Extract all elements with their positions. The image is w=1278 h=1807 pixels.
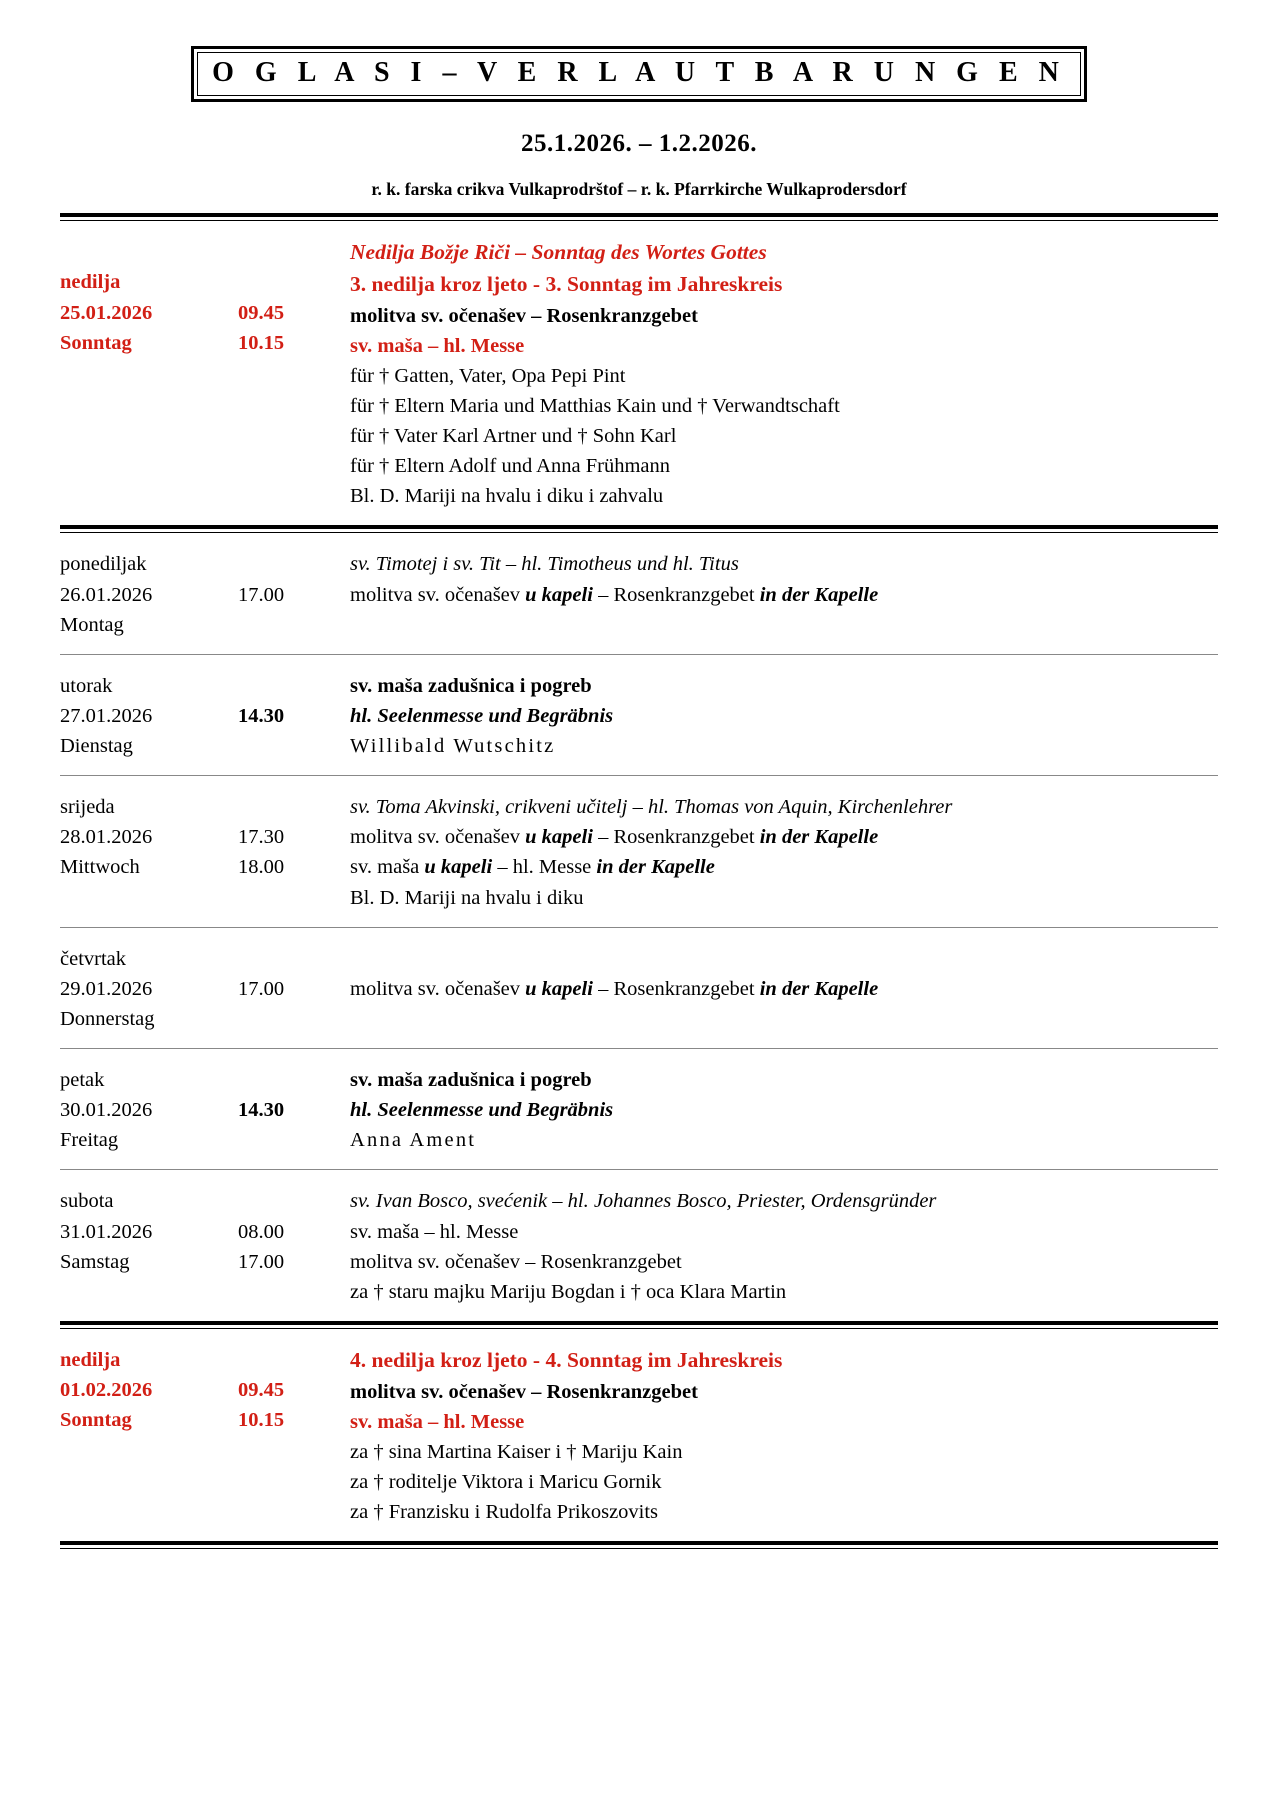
- day-name-de: Dienstag: [60, 735, 133, 758]
- event-mass: sv. maša – hl. Messe: [350, 334, 525, 357]
- location-de: in der Kapelle: [596, 856, 715, 879]
- day-content: [350, 792, 1218, 913]
- day-block-sunday-25: [60, 221, 1218, 525]
- day-content: [350, 944, 1218, 1034]
- day-date: 28.01.2026: [60, 826, 153, 849]
- day-name-hr: nedilja: [60, 271, 121, 294]
- event-text: molitva sv. očenašev: [350, 826, 526, 849]
- day-times: [238, 237, 350, 357]
- day-times: [238, 1065, 350, 1125]
- day-name-hr: utorak: [60, 674, 113, 697]
- title-banner: [60, 46, 1218, 102]
- day-block-tuesday: [60, 655, 1218, 775]
- time-1: 17.00: [238, 583, 285, 606]
- day-name-de: Donnerstag: [60, 1007, 155, 1030]
- time-1: 14.30: [238, 1099, 285, 1122]
- time-1: 09.45: [238, 301, 285, 324]
- day-name-de: Sonntag: [60, 1409, 132, 1432]
- funeral-mass-hr: sv. maša zadušnica i pogreb: [350, 674, 592, 697]
- day-block-thursday: [60, 928, 1218, 1048]
- day-name-hr: ponediljak: [60, 553, 147, 576]
- event-mass: sv. maša – hl. Messe: [350, 1220, 519, 1243]
- day-date: 01.02.2026: [60, 1379, 153, 1402]
- parish-subtitle: r. k. farska crikva Vulkaprodrštof – r. k. Pfarrkirche Wulkaprodersdorf: [371, 179, 907, 200]
- day-content: [350, 549, 1218, 639]
- day-names: [60, 1065, 238, 1155]
- title-outer-border: [191, 46, 1087, 102]
- day-times: [238, 792, 350, 882]
- mass-intention: za † staru majku Mariju Bogdan i † oca Klara Martin: [350, 1280, 787, 1303]
- mass-intention: für † Eltern Maria und Matthias Kain und † Verwandtschaft: [350, 394, 840, 417]
- footer-divider: [60, 1541, 1218, 1549]
- day-name-hr: nedilja: [60, 1348, 121, 1371]
- event-text-de: – Rosenkranzgebet: [592, 826, 760, 849]
- time-2: 10.15: [238, 331, 285, 354]
- day-name-hr: petak: [60, 1069, 105, 1092]
- day-date: 29.01.2026: [60, 977, 153, 1000]
- time-2: 18.00: [238, 856, 285, 879]
- day-block-sunday-01: [60, 1329, 1218, 1541]
- time-1: 08.00: [238, 1220, 285, 1243]
- mass-intention: für † Eltern Adolf und Anna Frühmann: [350, 455, 670, 478]
- deceased-name: Anna Ament: [350, 1129, 477, 1152]
- mass-intention: Bl. D. Mariji na hvalu i diku i zahvalu: [350, 485, 664, 508]
- day-date: 27.01.2026: [60, 704, 153, 727]
- day-content: [350, 1186, 1218, 1307]
- day-name-de: Freitag: [60, 1129, 119, 1152]
- location-hr: u kapeli: [424, 856, 493, 879]
- location-hr: u kapeli: [525, 583, 593, 606]
- day-times: [238, 1186, 350, 1276]
- day-times: [238, 944, 350, 1004]
- mass-intention: za † sina Martina Kaiser i † Mariju Kain: [350, 1440, 683, 1463]
- day-name-hr: subota: [60, 1190, 114, 1213]
- event-text: molitva sv. očenašev: [350, 977, 526, 1000]
- day-date: 26.01.2026: [60, 583, 153, 606]
- day-name-de: Montag: [60, 613, 124, 636]
- day-block-saturday: [60, 1170, 1218, 1321]
- time-1: 17.00: [238, 977, 285, 1000]
- day-times: [238, 549, 350, 609]
- day-name-hr: srijeda: [60, 796, 115, 819]
- season-title: 4. nedilja kroz ljeto - 4. Sonntag im Jahreskreis: [350, 1347, 783, 1372]
- mass-intention: Bl. D. Mariji na hvalu i diku: [350, 886, 584, 909]
- location-de: in der Kapelle: [759, 583, 879, 606]
- time-2: 10.15: [238, 1409, 285, 1432]
- event-text-de: – hl. Messe: [492, 856, 597, 879]
- day-block-wednesday: [60, 776, 1218, 927]
- day-content: [350, 237, 1218, 511]
- section-divider: [60, 525, 1218, 533]
- day-name-de: Sonntag: [60, 331, 132, 354]
- event-text: sv. maša: [350, 856, 425, 879]
- saint-of-day: sv. Timotej i sv. Tit – hl. Timotheus und hl. Titus: [350, 553, 739, 576]
- header-divider: [60, 213, 1218, 221]
- saint-of-day: sv. Ivan Bosco, svećenik – hl. Johannes Bosco, Priester, Ordensgründer: [350, 1190, 937, 1213]
- feast-title: Nedilja Božje Riči – Sonntag des Wortes Gottes: [350, 240, 767, 265]
- page-title: O G L A S I – V E R L A U T B A R U N G E N: [212, 57, 1066, 88]
- mass-intention: für † Gatten, Vater, Opa Pepi Pint: [350, 364, 626, 387]
- day-date: 30.01.2026: [60, 1099, 153, 1122]
- day-names: [60, 792, 238, 882]
- day-name-de: Mittwoch: [60, 856, 140, 879]
- event-rosary: [350, 974, 1218, 1004]
- day-date: 31.01.2026: [60, 1220, 153, 1243]
- day-times: [238, 671, 350, 731]
- time-1: 14.30: [238, 704, 285, 727]
- event-text-de: – Rosenkranzgebet: [592, 583, 760, 606]
- location-hr: u kapeli: [525, 977, 593, 1000]
- time-1: 09.45: [238, 1379, 285, 1402]
- day-content: [350, 1345, 1218, 1527]
- event-mass: sv. maša – hl. Messe: [350, 1410, 525, 1433]
- day-content: [350, 1065, 1218, 1155]
- event-mass: [350, 852, 1218, 882]
- event-rosary: molitva sv. očenašev – Rosenkranzgebet: [350, 1380, 698, 1403]
- day-block-monday: [60, 533, 1218, 653]
- deceased-name: Willibald Wutschitz: [350, 735, 556, 758]
- funeral-mass-de: hl. Seelenmesse und Begräbnis: [350, 704, 614, 727]
- day-date: 25.01.2026: [60, 301, 153, 324]
- day-names: [60, 1186, 238, 1276]
- event-rosary: [350, 580, 1218, 610]
- location-de: in der Kapelle: [759, 826, 879, 849]
- day-name-hr: četvrtak: [60, 947, 127, 970]
- day-names: [60, 237, 238, 357]
- day-names: [60, 671, 238, 761]
- day-times: [238, 1345, 350, 1435]
- location-hr: u kapeli: [525, 826, 593, 849]
- mass-intention: za † Franzisku i Rudolfa Prikoszovits: [350, 1501, 659, 1524]
- date-range: 25.1.2026. – 1.2.2026.: [521, 130, 757, 158]
- funeral-mass-de: hl. Seelenmesse und Begräbnis: [350, 1099, 614, 1122]
- title-inner-border: [197, 52, 1081, 96]
- mass-intention: za † roditelje Viktora i Maricu Gornik: [350, 1470, 662, 1493]
- day-content: [350, 671, 1218, 761]
- event-rosary: molitva sv. očenašev – Rosenkranzgebet: [350, 1250, 682, 1273]
- section-divider: [60, 1321, 1218, 1329]
- day-name-de: Samstag: [60, 1250, 130, 1273]
- day-names: [60, 944, 238, 1034]
- time-2: 17.00: [238, 1250, 285, 1273]
- day-names: [60, 1345, 238, 1435]
- day-block-friday: [60, 1049, 1218, 1169]
- location-de: in der Kapelle: [759, 977, 879, 1000]
- mass-intention: für † Vater Karl Artner und † Sohn Karl: [350, 425, 677, 448]
- event-text: molitva sv. očenašev: [350, 583, 526, 606]
- season-title: 3. nedilja kroz ljeto - 3. Sonntag im Jahreskreis: [350, 271, 783, 296]
- event-rosary: [350, 822, 1218, 852]
- saint-of-day: sv. Toma Akvinski, crikveni učitelj – hl. Thomas von Aquin, Kirchenlehrer: [350, 796, 953, 819]
- time-1: 17.30: [238, 826, 285, 849]
- funeral-mass-hr: sv. maša zadušnica i pogreb: [350, 1069, 592, 1092]
- event-text-de: – Rosenkranzgebet: [592, 977, 760, 1000]
- day-names: [60, 549, 238, 639]
- event-rosary: molitva sv. očenašev – Rosenkranzgebet: [350, 304, 698, 327]
